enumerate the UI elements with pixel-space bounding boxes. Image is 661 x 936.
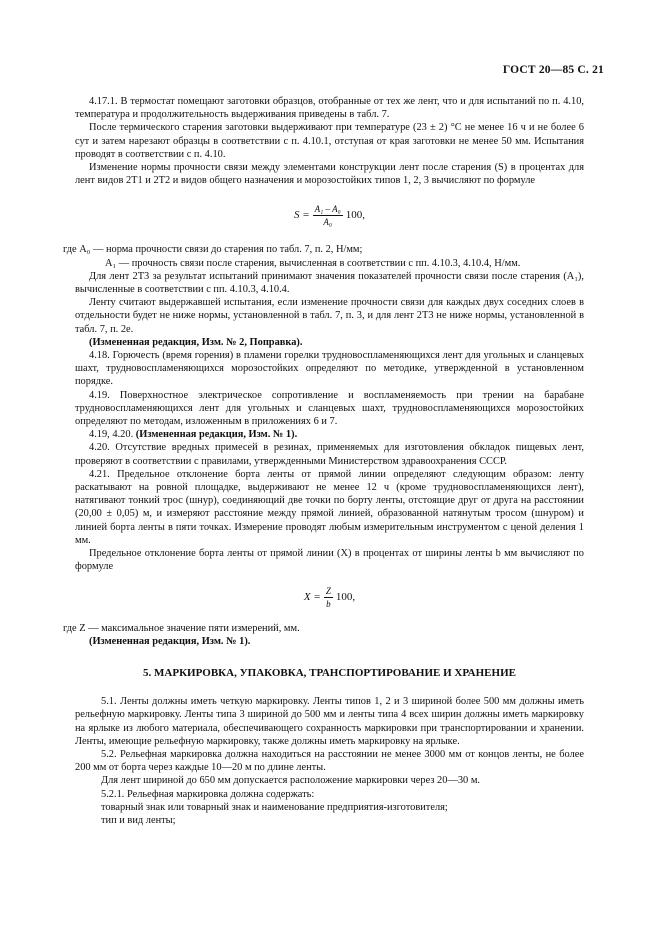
paragraph-5-2: 5.2. Рельефная маркировка должна находиться на расстоянии не менее 3000 мм от концов ленты, не более 200 мм от борта через каждые 10—20 м по длине ленты. [75,748,584,774]
amendment-note-2: (Измененная редакция, Изм. № 2, Поправка). [89,336,303,348]
formula-s-factor: 100, [345,208,366,221]
formula-x-denominator: b [326,599,331,609]
paragraph-4-21: 4.21. Предельное отклонение борта ленты от прямой линии определяют следующим образом: ленту раскатывают на ровной площадке, выдерживают не менее 12 ч (кроме трудновоспламеняющихся лент), натягивают тонкий трос (шнур), соединяющий две точки по борту ленты, отстоящие друг от друга на расстоянии (20,00 ± 0,05) м, и измеряют расстояние между прямой линией, образованной натянутым тросом (шнуром) и линией борта ленты в пяти точках. Измерение проводят любым измерительным инструментом с ценой деления 1 мм. [75,468,584,546]
list-item-type: тип и вид ленты; [101,814,176,826]
paragraph-650mm: Для лент шириной до 650 мм допускается расположение маркировки через 20—30 м. [101,775,480,787]
paragraph-4-19-4-20-note [75,428,584,441]
formula-s-lhs: S = [293,208,310,221]
paragraph-aging: После термического старения заготовки выдерживают при температуре (23 ± 2) °С не менее 16 ч и не более 6 сут и затем нарезают образцы в соответствии с п. 4.10.1, отступая от края заготовки не менее 50 мм. Испытания проводят в соответствии с п. 4.10. [75,122,584,160]
paragraph-4-17-1: 4.17.1. В термостат помещают заготовки образцов, отобранные от тех же лент, что и для испытаний по п. 4.10, температура и продолжительность выдерживания приведены в табл. 7. [75,96,584,121]
formula-x-fraction [324,585,333,610]
paragraph-4-19: 4.19. Поверхностное электрическое сопротивление и воспламеняемость при трении на барабане трудновоспламеняющихся лент для угольных и сланцевых шахт, трудновоспламеняющихся морозостойких определяют по методам, изложенным в приложениях 6 и 7. [75,389,584,428]
paragraph-4-18: 4.18. Горючесть (время горения) в пламени горелки трудновоспламеняющихся лент для угольных и сланцевых шахт, трудновоспламеняющихся морозостойких определяют по методике, утвержденной в установленном порядке. [75,350,584,388]
note-ref: 4.19, 4.20. [89,429,134,441]
document-body [63,95,584,827]
formula-s-where-a0: где A₀ — норма прочности связи до старения по табл. 7, п. 2, Н/мм; [63,244,363,256]
paragraph-4-20: 4.20. Отсутствие вредных примесей в резинах, применяемых для изготовления обкладок пищевых лент, проверяют в соответствии с правилами, утвержденными Министерством здравоохранения СССР. [75,442,584,467]
amendment-note-1b: (Измененная редакция, Изм. № 1). [89,635,251,647]
paragraph-5-2-1: 5.2.1. Рельефная маркировка должна содержать: [101,788,315,800]
formula-s [75,189,584,241]
formula-x [75,576,584,620]
paragraph-pass-criteria: Ленту считают выдержавшей испытания, если изменение прочности связи для каждых двух соседних слоев в отдельности будет не ниже нормы, установленной в табл. 7, п. 3, и для лент 2Т3 не ниже нормы, установленной в табл. 7, п. 2е. [75,297,584,335]
paragraph-strength-change: Изменение нормы прочности связи между элементами конструкции лент после старения (S) в процентах для лент видов 2Т1 и 2Т2 и видов общего назначения и морозостойких типов 1, 2, 3 вычисляют по формуле [75,162,584,187]
formula-s-denominator: A₀ [323,216,333,227]
formula-x-lhs: X = [303,590,321,603]
paragraph-edge-deviation: Предельное отклонение борта ленты от прямой линии (X) в процентах от ширины ленты b мм вычисляют по формуле [75,548,584,573]
formula-s-where-a1: A₁ — прочность связи после старения, вычисленная в соответствии с пп. 4.10.3, 4.10.4, Н/мм. [105,257,521,269]
page-header: ГОСТ 20—85 С. 21 [502,64,604,76]
formula-s-fraction [313,203,343,228]
paragraph-5-1: 5.1. Ленты должны иметь четкую маркировку. Ленты типов 1, 2 и 3 шириной более 500 мм должны иметь рельефную маркировку. Ленты типа 3 шириной до 500 мм и ленты типа 4 всех ширин должны иметь маркировку на ярлыке из любого материала, обеспечивающего сохранность маркировки при транспортировании и хранении. Ленты, имеющие рельефную маркировку, также должны иметь маркировку на ярлыке. [75,696,584,747]
formula-x-numerator: Z [325,586,331,596]
section-5-title: 5. МАРКИРОВКА, УПАКОВКА, ТРАНСПОРТИРОВАНИЕ И ХРАНЕНИЕ [143,666,516,679]
paragraph-2t3-result: Для лент 2Т3 за результат испытаний принимают значения показателей прочности связи после старения (A₁), вычисленные в соответствии с пп. 4.10.3, 4.10.4. [75,270,584,296]
list-item-trademark: товарный знак или товарный знак и наименование предприятия-изготовителя; [101,801,448,813]
formula-s-numerator: A₁ – A₀ [314,203,341,214]
amendment-note-1a: (Измененная редакция, Изм. № 1). [135,429,298,441]
formula-x-where-z: где Z — максимальное значение пяти измерений, мм. [63,622,300,634]
formula-x-factor: 100, [335,590,356,603]
